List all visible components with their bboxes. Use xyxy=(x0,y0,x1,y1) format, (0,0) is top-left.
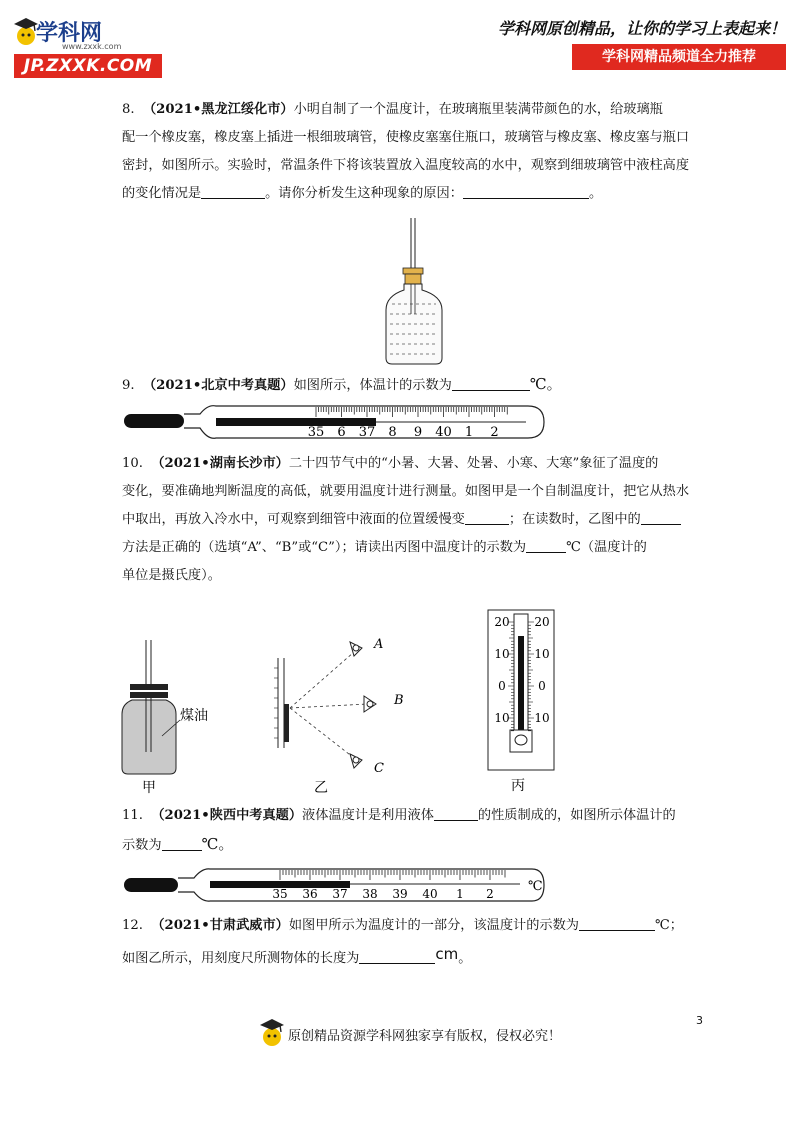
q12-blank-2[interactable] xyxy=(359,950,435,964)
bing-scale-label-left: 0 xyxy=(498,679,506,693)
q9-unit: ℃。 xyxy=(529,375,562,393)
question-9 xyxy=(122,370,702,400)
q9-scale-label: 40 xyxy=(435,425,452,440)
q11-scale-label: 1 xyxy=(456,887,464,901)
q8-line4c: 。 xyxy=(588,186,603,201)
q10-line3: 中取出，再放入冷水中，可观察到细管中液面的位置缓慢变 xyxy=(122,512,465,527)
q8-line3: 密封，如图所示。实验时，常温条件下将该装置放入温度较高的水中，观察到细玻璃管中液柱高度 xyxy=(122,158,690,173)
yi-view-a: A xyxy=(374,637,384,652)
q10-blank-3[interactable] xyxy=(526,539,566,553)
q10-figure-bing xyxy=(482,606,562,798)
q10-source: （2021•湖南长沙市） xyxy=(151,456,289,471)
q10-line4: 方法是正确的（选填“A”、“B”或“C”）；请读出丙图中温度计的示数为 xyxy=(122,540,527,555)
q8-line4: 的变化情况是 xyxy=(122,186,202,201)
q11-source: （2021•陕西中考真题） xyxy=(151,808,303,823)
q8-line4b: 。请你分析发生这种现象的原因： xyxy=(265,186,463,201)
q11-scale-unit: ℃ xyxy=(528,879,543,894)
q12-unit-1: ℃； xyxy=(654,918,683,933)
q10-line5: 单位是摄氏度）。 xyxy=(122,568,221,583)
q9-source: （2021•北京中考真题） xyxy=(142,378,294,393)
bing-scale-label-right: 20 xyxy=(534,615,550,629)
q12-blank-1[interactable] xyxy=(579,917,655,931)
q8-source: （2021•黑龙江绥化市） xyxy=(142,102,294,117)
question-12 xyxy=(122,912,702,973)
q10-figure-jia xyxy=(118,640,238,796)
q9-scale-label: 37 xyxy=(358,425,376,440)
bing-scale-label-left: 20 xyxy=(494,615,510,629)
bing-scale-label-right: 10 xyxy=(534,711,550,725)
logo-badge: JP.ZXXK.COM xyxy=(14,54,162,78)
q9-scale-label: 9 xyxy=(413,425,423,440)
q8-line1: 小明自制了一个温度计，在玻璃瓶里装满带颜色的水，给玻璃瓶 xyxy=(293,102,663,117)
q11-line1b: 的性质制成的，如图所示体温计的 xyxy=(477,808,676,823)
q11-unit: ℃。 xyxy=(201,835,234,853)
q12-line2: 如图乙所示，用刻度尺所测物体的长度为 xyxy=(122,951,360,966)
q11-scale-label: 38 xyxy=(362,887,378,901)
q11-thermometer xyxy=(120,866,550,906)
q10-line3b: ；在读数时，乙图中的 xyxy=(508,512,641,527)
q10-line2: 变化，要准确地判断温度的高低，就要用温度计进行测量。如图甲是一个自制温度计，把它从热水 xyxy=(122,484,690,499)
q11-scale-label: 40 xyxy=(422,887,438,901)
q11-scale-label: 2 xyxy=(486,887,494,901)
q11-line1: 液体温度计是利用液体 xyxy=(302,808,434,823)
q10-blank-1[interactable] xyxy=(465,511,509,525)
q12-end: 。 xyxy=(458,951,472,966)
footer-text: 原创精品资源学科网独家享有版权，侵权必究！ xyxy=(288,1029,562,1044)
page-number: 3 xyxy=(696,1014,703,1027)
q8-blank-2[interactable] xyxy=(463,185,589,199)
q9-text: 如图所示，体温计的示数为 xyxy=(293,378,452,393)
q9-scale-label: 35 xyxy=(307,425,325,440)
q9-thermometer xyxy=(120,400,550,444)
q11-line2: 示数为 xyxy=(122,838,162,853)
yi-view-b: B xyxy=(394,693,404,708)
jia-liquid-label: 煤油 xyxy=(180,708,208,724)
q12-source: （2021•甘肃武威市） xyxy=(151,918,289,933)
bing-scale-label-left: 10 xyxy=(494,647,510,661)
q12-unit-2: cm xyxy=(435,945,459,963)
question-8 xyxy=(122,96,702,208)
q9-scale-label: 6 xyxy=(337,425,346,440)
q8-blank-1[interactable] xyxy=(201,185,265,199)
q12-number: 12. xyxy=(122,918,143,933)
q8-line2: 配一个橡皮塞，橡皮塞上插进一根细玻璃管，使橡皮塞塞住瓶口，玻璃管与橡皮塞、橡皮塞与瓶口 xyxy=(122,130,690,145)
q11-scale-label: 37 xyxy=(332,887,348,901)
header-slogan: 学科网原创精品，让你的学习上表起来！ xyxy=(497,19,786,38)
q9-scale-label: 8 xyxy=(388,425,397,440)
q12-line1: 如图甲所示为温度计的一部分，该温度计的示数为 xyxy=(288,918,579,933)
q11-scale-label: 39 xyxy=(392,887,408,901)
q11-blank-1[interactable] xyxy=(434,807,478,821)
q11-number: 11. xyxy=(122,808,143,823)
jia-figure-label: 甲 xyxy=(142,780,156,796)
logo-site: www.zxxk.com xyxy=(62,42,122,51)
graduate-mascot-icon xyxy=(14,16,38,46)
q9-scale-label: 1 xyxy=(464,425,474,440)
q9-blank[interactable] xyxy=(452,377,530,391)
bing-scale-label-right: 0 xyxy=(538,679,546,693)
q10-line4b: ℃（温度计的 xyxy=(566,540,647,555)
q8-bottle-figure xyxy=(380,218,450,368)
q10-blank-2[interactable] xyxy=(641,511,681,525)
q10-line1: 二十四节气中的“小暑、大暑、处暑、小寒、大寒”象征了温度的 xyxy=(288,456,659,471)
header-tag: 学科网精品频道全力推荐 xyxy=(572,44,786,70)
question-10 xyxy=(122,450,702,590)
q11-scale-label: 35 xyxy=(272,887,288,901)
bing-figure-label: 丙 xyxy=(511,778,525,794)
q9-scale-label: 2 xyxy=(490,425,499,440)
site-logo[interactable] xyxy=(14,16,164,76)
q10-number: 10. xyxy=(122,456,143,471)
question-11 xyxy=(122,802,702,860)
bing-scale-label-left: 10 xyxy=(494,711,510,725)
yi-figure-label: 乙 xyxy=(314,780,328,796)
q10-figure-yi xyxy=(264,628,404,796)
yi-view-c: C xyxy=(374,761,384,776)
graduate-mascot-icon xyxy=(258,1016,286,1048)
q11-scale-label: 36 xyxy=(302,887,318,901)
q8-number: 8. xyxy=(122,102,135,117)
bing-scale-label-right: 10 xyxy=(534,647,550,661)
q11-blank-2[interactable] xyxy=(162,837,202,851)
q9-number: 9. xyxy=(122,378,135,393)
logo-name: 学科网 xyxy=(36,21,103,46)
